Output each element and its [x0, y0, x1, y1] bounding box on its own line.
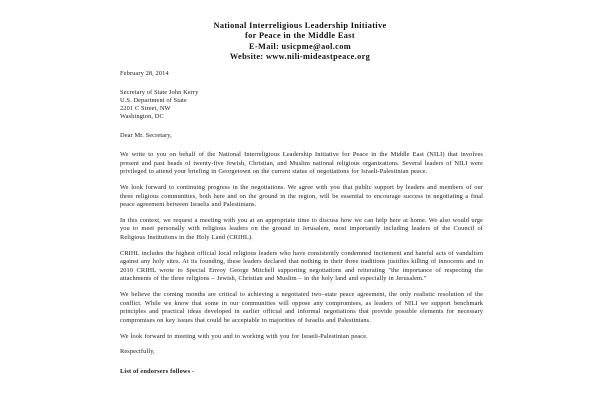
letterhead: [0, 21, 600, 63]
letterhead-website: Website: www.nili-mideastpeace.org: [229, 52, 371, 62]
body-paragraph: We look forward to continuing progress in the negotiations. We agree with you that public support by leaders and members of our three religious communities, both here and on the ground in the region, will be essential to encourage success in negotiating a final peace agreement between Israelis and Palestinians.: [120, 184, 483, 209]
endorsers-note: List of endorsers follows -: [120, 367, 195, 375]
letter-body: [120, 70, 483, 376]
body-paragraph: We look forward to meeting with you and to working with you for Israeli-Palestinian peace.: [120, 332, 368, 340]
letterhead-organization-line-2: for Peace in the Middle East: [245, 31, 355, 41]
recipient-address-block: [120, 89, 483, 121]
body-paragraph: We write to you on behalf of the National Interreligious Leadership Initiative for Peace in the Middle East (NILI) that involves present and past heads of twenty-five Jewish, Christian, and Muslim national religious organizations. Several leaders of NILI were privileged to attend your briefing in Georgetown on the current status of negotiations for Israeli-Palestinian peace.: [120, 151, 483, 176]
recipient-name: Secretary of State John Kerry: [120, 88, 199, 96]
recipient-street: 2201 C Street, NW: [120, 104, 171, 112]
salutation: Dear Mr. Secretary,: [120, 131, 172, 139]
recipient-city-state: Washington, DC: [120, 112, 164, 120]
closing-salutation: Respectfully,: [120, 348, 155, 356]
body-paragraph: We believe the coming months are critical to achieving a negotiated two–state peace agreement, the only realistic resolution of the conflict. While we know that some in our communities will oppose any compromises, as leaders of NILI we support benchmark principles and practical ideas developed in earlier official and informal negotiations that provide possible elements for necessary compromises on key issues that could be acceptable to majorities of Israelis and Palestinians.: [120, 291, 483, 324]
body-paragraph: In this context, we request a meeting with you at an appropriate time to discuss how we can help here at home. We also would urge you to meet personally with religious leaders on the ground in Jerusalem, most importantly including leaders of the Council of Religious Institutions in the Holy Land (CRIHL).: [120, 217, 483, 241]
letterhead-organization-line-1: National Interreligious Leadership Initiative: [213, 21, 387, 30]
recipient-department: U.S. Department of State: [120, 96, 187, 104]
body-paragraph: CRIHL includes the highest official local religious leaders who have consistently condemned incitement and hateful acts of vandalism against any holy sites. At its founding, these leaders declared that nothing in their three traditions justifies killing of innocents and in 2010 CRIHL wrote to Special Envoy George Mitchell supporting negotiations and reiterating "the importance of respecting the attachments of the three religions – Jewish, Christian and Muslim – in the holy land and especially in Jerusalem.": [120, 249, 483, 283]
letterhead-email: E-Mail: usicpme@aol.com: [249, 41, 351, 51]
letter-date: February 28, 2014: [120, 70, 169, 77]
